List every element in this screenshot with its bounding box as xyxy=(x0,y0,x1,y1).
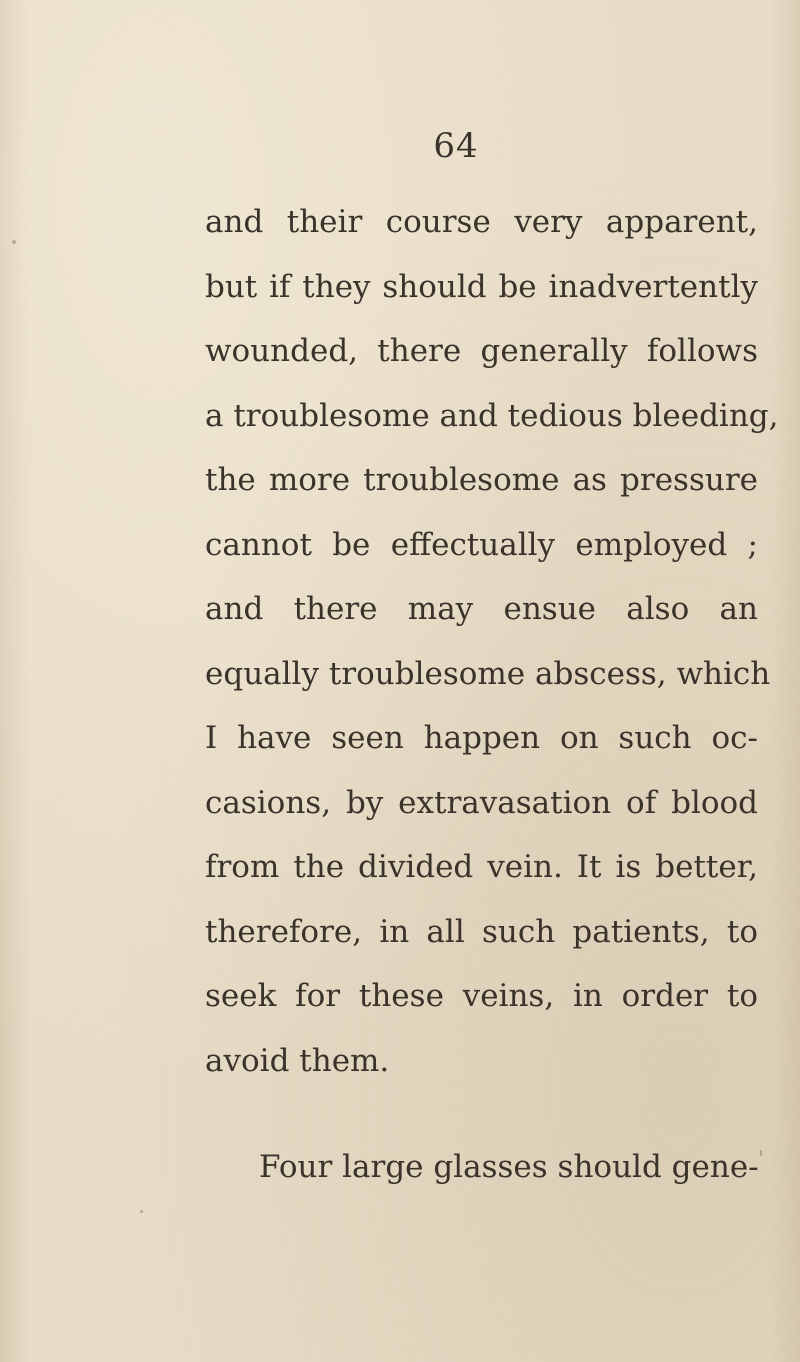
text-line: equally troublesome abscess, which xyxy=(205,655,771,692)
paper-speck xyxy=(760,1150,762,1156)
text-line: the more troublesome as pressure xyxy=(205,462,758,498)
text-line: and there may ensue also an xyxy=(205,591,758,627)
paper-speck xyxy=(12,240,16,244)
paragraph-body xyxy=(205,190,779,1093)
paper-speck xyxy=(140,1210,143,1213)
text-line: seek for these veins, in order to xyxy=(205,978,758,1014)
text-line-last: avoid them. xyxy=(205,1042,390,1079)
text-line: wounded, there generally follows xyxy=(205,333,758,369)
text-line: cannot be effectually employed ; xyxy=(205,526,758,563)
text-line: and their course very apparent, xyxy=(205,204,758,240)
text-line: but if they should be inadvertently xyxy=(205,268,758,305)
text-line: I have seen happen on such oc- xyxy=(205,720,758,756)
text-line: casions, by extravasation of blood xyxy=(205,784,758,821)
text-line: a troublesome and tedious bleeding, xyxy=(205,397,779,434)
text-line: therefore, in all such patients, to xyxy=(205,913,758,950)
next-paragraph-first-line: Four large glasses should gene- xyxy=(259,1149,759,1185)
text-line: from the divided vein. It is better, xyxy=(205,849,758,885)
page-number: 64 xyxy=(433,126,479,166)
